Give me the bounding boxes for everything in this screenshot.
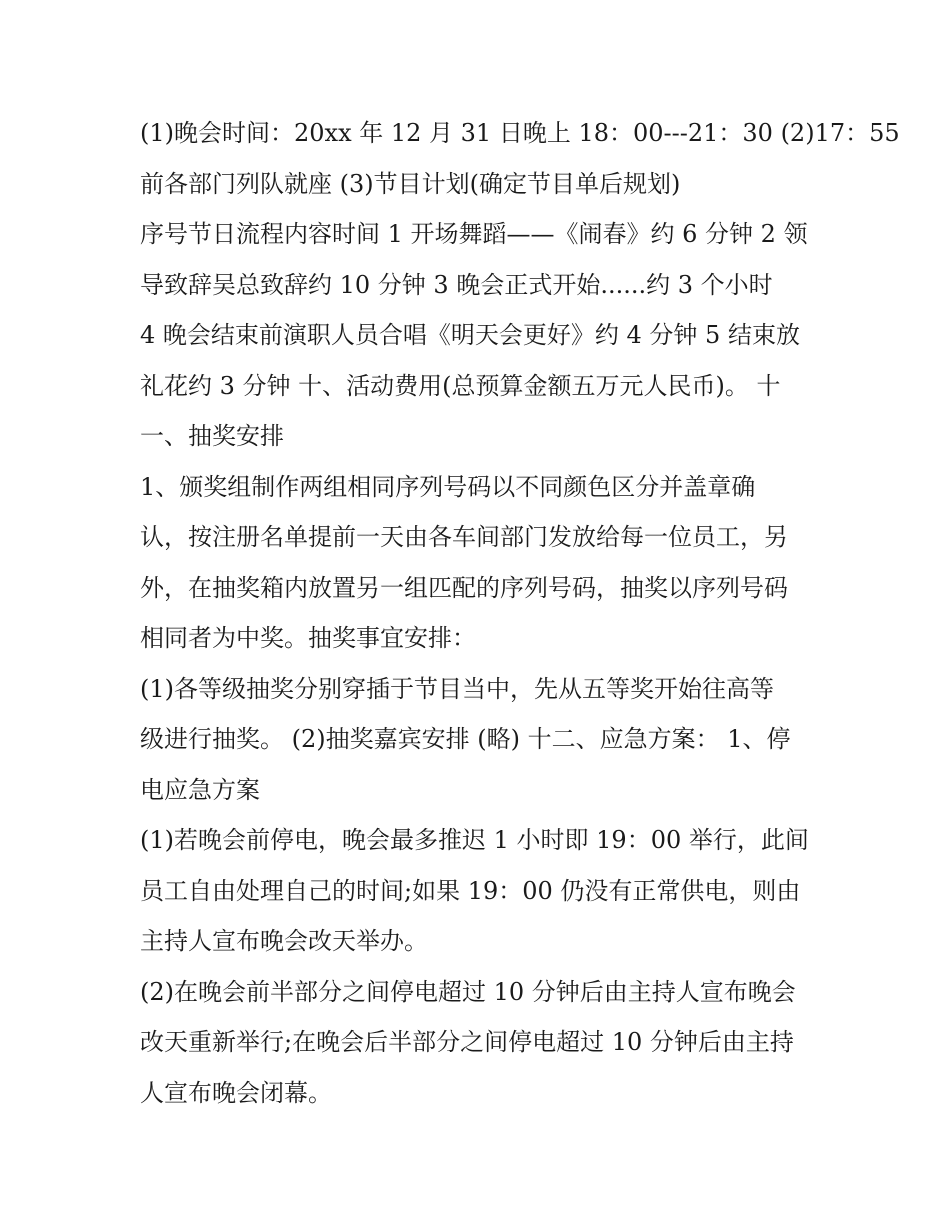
text-line: (1)各等级抽奖分别穿插于节目当中，先从五等奖开始往高等: [140, 674, 774, 703]
text-line: 导致辞吴总致辞约 10 分钟 3 晚会正式开始......约 3 个小时: [140, 270, 773, 299]
text-line: 一、抽奖安排: [140, 422, 284, 450]
text-line: 员工自由处理自己的时间;如果 19：00 仍没有正常供电，则由: [140, 876, 801, 905]
document-body: [140, 108, 900, 1118]
text-line: 礼花约 3 分钟 十、活动费用(总预算金额五万元人民币)。 十: [140, 371, 781, 400]
text-line: (1)晚会时间：20xx 年 12 月 31 日晚上 18：00---21：30 (2)17：55: [140, 119, 900, 147]
text-line: 1、颁奖组制作两组相同序列号码以不同颜色区分并盖章确: [140, 472, 756, 501]
text-line: 级进行抽奖。 (2)抽奖嘉宾安排 (略) 十二、应急方案： 1、停: [140, 725, 791, 753]
text-line: (1)若晚会前停电，晚会最多推迟 1 小时即 19：00 举行，此间: [140, 826, 809, 854]
text-line: (2)在晚会前半部分之间停电超过 10 分钟后由主持人宣布晚会: [140, 977, 796, 1006]
text-line: 认，按注册名单提前一天由各车间部门发放给每一位员工，另: [140, 523, 788, 551]
text-line: 前各部门列队就座 (3)节目计划(确定节目单后规划): [140, 169, 681, 198]
text-line: 改天重新举行;在晚会后半部分之间停电超过 10 分钟后由主持: [140, 1028, 794, 1056]
text-line: 主持人宣布晚会改天举办。: [140, 927, 428, 955]
text-line: 电应急方案: [140, 775, 260, 804]
text-line: 相同者为中奖。抽奖事宜安排：: [140, 624, 476, 652]
text-line: 人宣布晚会闭幕。: [140, 1078, 332, 1107]
text-line: 4 晚会结束前演职人员合唱《明天会更好》约 4 分钟 5 结束放: [140, 321, 800, 349]
text-line: 外，在抽奖箱内放置另一组匹配的序列号码，抽奖以序列号码: [140, 573, 788, 602]
text-line: 序号节日流程内容时间 1 开场舞蹈——《闹春》约 6 分钟 2 领: [140, 220, 808, 248]
